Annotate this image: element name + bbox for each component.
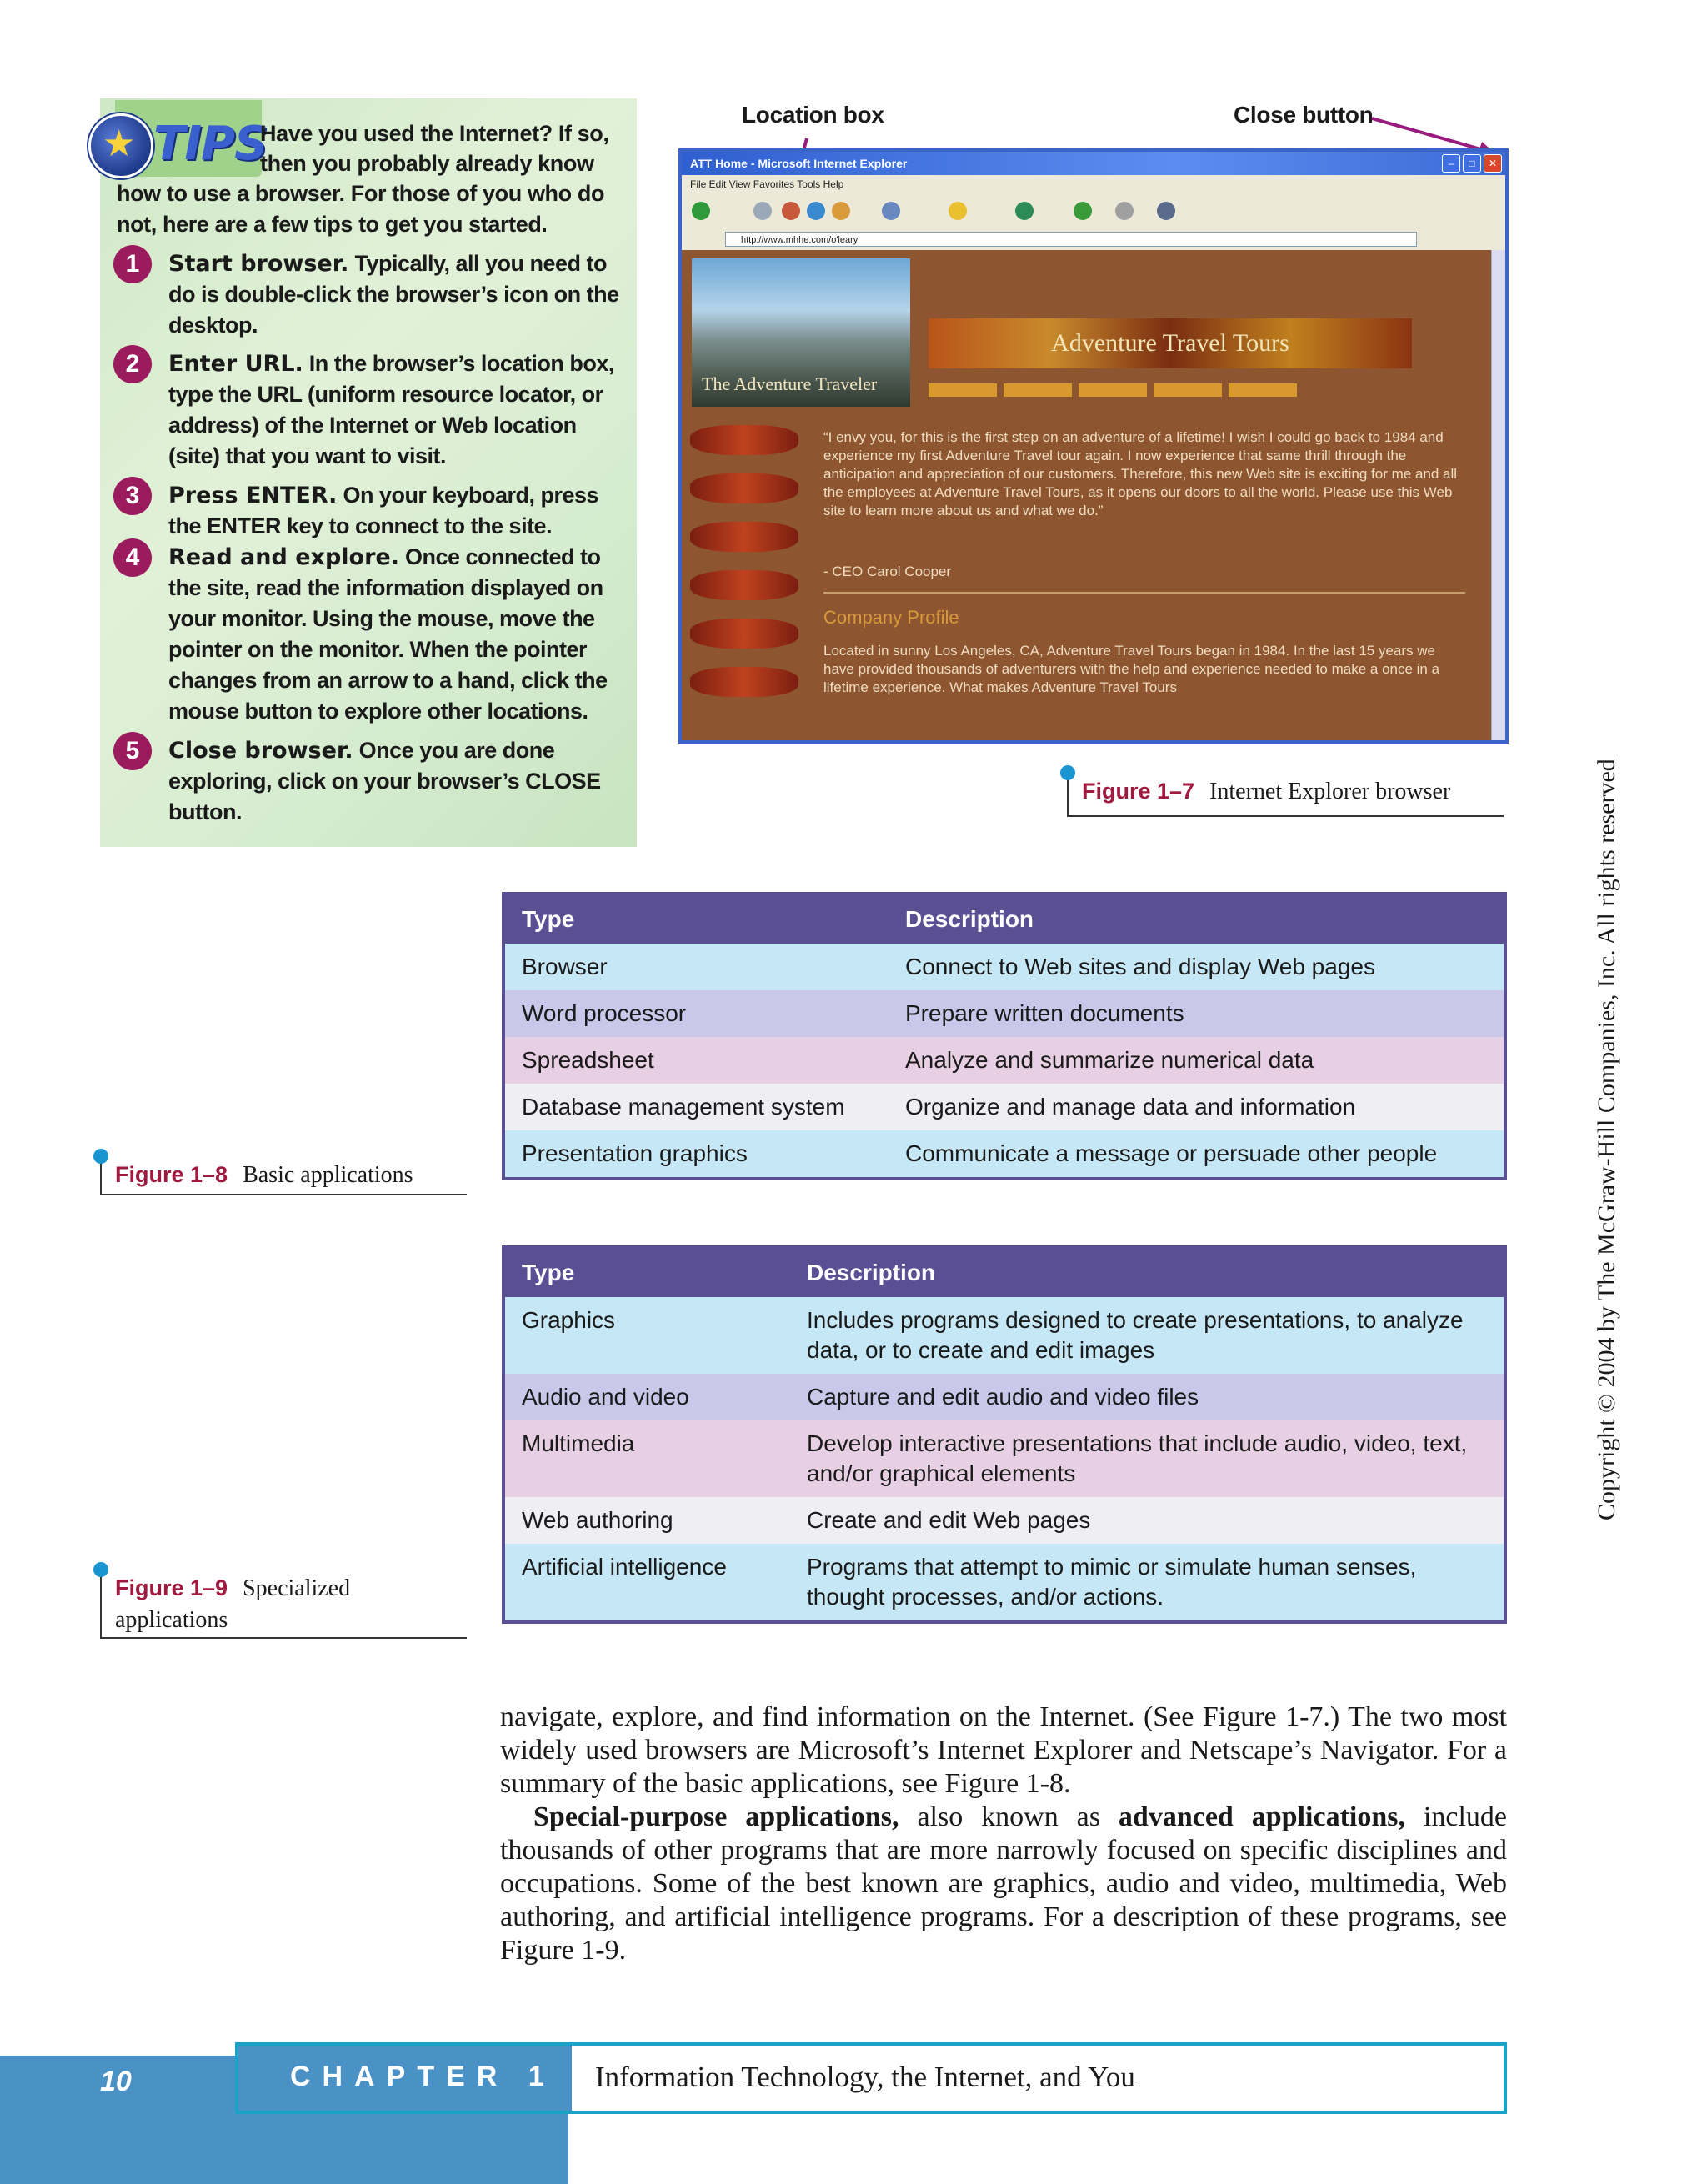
home-icon[interactable] — [832, 202, 850, 220]
tip-number: 2 — [113, 345, 152, 383]
type-cell: Graphics — [505, 1297, 790, 1374]
description-cell: Programs that attempt to mimic or simulate human senses, thought processes, and/or actions. — [790, 1544, 1504, 1620]
minimize-icon[interactable]: – — [1442, 154, 1460, 173]
site-divider — [823, 592, 1465, 594]
site-nav-button[interactable] — [1229, 383, 1297, 397]
body-paragraph: navigate, explore, and find information on the Internet. (See Figure 1-7.) The two most widely used browsers are Microsoft’s Internet Explorer and Netscape’s Navigator. For a summary of the basic applications, see Figure 1-8. — [500, 1701, 1507, 1799]
table-row — [505, 1544, 1504, 1620]
table-row — [505, 990, 1504, 1037]
type-cell: Browser — [505, 944, 889, 990]
description-cell: Connect to Web sites and display Web pages — [889, 944, 1504, 990]
description-cell: Prepare written documents — [889, 990, 1504, 1037]
site-side-button[interactable] — [690, 425, 798, 455]
figure-caption-text: Internet Explorer browser — [1209, 779, 1451, 804]
print-icon[interactable] — [1157, 202, 1175, 220]
browser-window — [678, 148, 1509, 744]
tip-text: Once you are done exploring, click on your browser’s CLOSE button. — [168, 738, 601, 824]
tips-heading: TIPS — [153, 117, 268, 171]
caption-dot — [93, 1149, 108, 1164]
description-cell: Capture and edit audio and video files — [790, 1374, 1504, 1420]
favorites-icon[interactable] — [949, 202, 967, 220]
tip-text: Typically, all you need to do is double-click the browser’s icon on the desktop. — [168, 251, 619, 338]
caption-dot — [1060, 765, 1075, 780]
site-side-button[interactable] — [690, 522, 798, 552]
tip-number: 4 — [113, 538, 152, 577]
site-profile-heading: Company Profile — [823, 607, 959, 628]
figure-1-9-caption — [100, 1572, 467, 1639]
table-row — [505, 1037, 1504, 1084]
close-icon[interactable]: ✕ — [1484, 154, 1502, 173]
browser-scrollbar[interactable] — [1491, 250, 1505, 740]
site-quote-author: - CEO Carol Cooper — [823, 564, 952, 579]
figure-label: Figure 1–9 — [115, 1575, 228, 1600]
tip-text: On your keyboard, press the ENTER key to connect to the site. — [168, 483, 599, 538]
body-paragraph — [500, 1801, 1507, 1967]
chapter-footer — [235, 2042, 1507, 2114]
web-page-content — [682, 250, 1492, 740]
callout-close-button: Close button — [1234, 102, 1374, 128]
tip-lead: Read and explore. — [168, 544, 399, 570]
table-row — [505, 1297, 1504, 1374]
body-text — [500, 1701, 1507, 1967]
type-cell: Artificial intelligence — [505, 1544, 790, 1620]
table-row — [505, 944, 1504, 990]
body-text-span: also known as — [899, 1801, 1119, 1832]
description-cell: Create and edit Web pages — [790, 1497, 1504, 1544]
site-nav-button[interactable] — [1004, 383, 1072, 397]
type-cell: Audio and video — [505, 1374, 790, 1420]
forward-icon[interactable] — [753, 202, 772, 220]
site-banner: Adventure Travel Tours — [929, 318, 1412, 368]
type-cell: Presentation graphics — [505, 1130, 889, 1177]
tip-text: In the browser’s location box, type the URL (uniform resource locator, or address) of the Internet or Web location (site) that you want to visit. — [168, 351, 614, 468]
page-number: 10 — [100, 2066, 132, 2097]
tip-lead: Enter URL. — [168, 351, 303, 377]
callout-location-box: Location box — [742, 102, 884, 128]
figure-label: Figure 1–7 — [1082, 779, 1195, 804]
tip-lead: Press ENTER. — [168, 483, 338, 508]
back-icon[interactable] — [692, 202, 710, 220]
browser-title-bar: ATT Home - Microsoft Internet Explorer — [682, 152, 1505, 175]
type-cell: Word processor — [505, 990, 889, 1037]
table-row — [505, 1420, 1504, 1497]
caption-dot — [93, 1562, 108, 1577]
bold-term: Special-purpose applications, — [533, 1801, 899, 1832]
basic-applications-table — [502, 892, 1507, 1180]
chapter-label: CHAPTER 1 — [290, 2061, 556, 2092]
tips-intro-continued: how to use a browser. For those of you who do not, here are a few tips to get you started. — [117, 181, 605, 237]
description-cell: Includes programs designed to create presentations, to analyze data, or to create and edit images — [790, 1297, 1504, 1374]
maximize-icon[interactable]: □ — [1463, 154, 1481, 173]
tip-text: Once connected to the site, read the information displayed on your monitor. Using the mouse, move the pointer on the monitor. When the pointer changes from an arrow to a hand, click the mouse button to explore other locations. — [168, 544, 608, 724]
type-cell: Multimedia — [505, 1420, 790, 1497]
specialized-applications-table — [502, 1245, 1507, 1624]
figure-caption-text: Specialized applications — [115, 1575, 351, 1633]
figure-1-7-caption — [1067, 775, 1504, 817]
table-row — [505, 1130, 1504, 1177]
description-cell: Communicate a message or persuade other people — [889, 1130, 1504, 1177]
tip-lead: Close browser. — [168, 738, 353, 764]
site-nav-buttons — [929, 383, 1297, 397]
media-icon[interactable] — [1015, 202, 1034, 220]
site-name: The Adventure Traveler — [702, 373, 878, 394]
site-profile-text: Located in sunny Los Angeles, CA, Adventure Travel Tours began in 1984. In the last 15 years we have provided thousands of adventurers with the help and experience needed to make a once in a lifetime experience. What makes Adventure Travel Tours — [823, 643, 1440, 695]
description-cell: Analyze and summarize numerical data — [889, 1037, 1504, 1084]
column-header-description: Description — [889, 895, 1504, 944]
bold-term: advanced applications, — [1118, 1801, 1405, 1832]
type-cell: Database management system — [505, 1084, 889, 1130]
column-header-type: Type — [505, 895, 889, 944]
type-cell: Web authoring — [505, 1497, 790, 1544]
search-icon[interactable] — [882, 202, 900, 220]
window-controls — [1442, 154, 1502, 173]
description-cell: Organize and manage data and information — [889, 1084, 1504, 1130]
description-cell: Develop interactive presentations that include audio, video, text, and/or graphical elements — [790, 1420, 1504, 1497]
figure-1-8-caption — [100, 1159, 467, 1195]
location-box[interactable]: http://www.mhhe.com/o'leary — [725, 232, 1417, 247]
tip-number: 5 — [113, 732, 152, 770]
site-nav-button[interactable] — [1154, 383, 1222, 397]
mail-icon[interactable] — [1115, 202, 1134, 220]
stop-icon[interactable] — [782, 202, 800, 220]
figure-caption-text: Basic applications — [243, 1162, 413, 1188]
site-side-button[interactable] — [690, 570, 798, 600]
history-icon[interactable] — [1074, 202, 1092, 220]
site-nav-button[interactable] — [1079, 383, 1147, 397]
chapter-title: Information Technology, the Internet, and You — [595, 2061, 1135, 2093]
column-header-type: Type — [505, 1249, 790, 1297]
browser-address-bar — [682, 228, 1505, 251]
table-row — [505, 1497, 1504, 1544]
tip-number: 1 — [113, 245, 152, 283]
browser-toolbar — [682, 193, 1505, 229]
table-row — [505, 1084, 1504, 1130]
copyright-notice: Copyright © 2004 by The McGraw-Hill Companies, Inc. All rights reserved — [1593, 759, 1620, 1520]
figure-label: Figure 1–8 — [115, 1162, 228, 1187]
star-icon: ★ — [88, 113, 153, 178]
tip-lead: Start browser. — [168, 251, 349, 277]
tip-number: 3 — [113, 477, 152, 515]
column-header-description: Description — [790, 1249, 1504, 1297]
refresh-icon[interactable] — [807, 202, 825, 220]
site-quote: “I envy you, for this is the first step on an adventure of a lifetime! I wish I could go back to 1984 and experience my first Adventure Travel tour again. I now experience that same thrill through the anticipation and appreciation of our customers. Therefore, this new Web site is exciting for me and all the employees at Adventure Travel Tours, as it opens our doors to all the world. Please use this Web site to learn more about us and what we do.” — [823, 429, 1458, 518]
site-nav-button[interactable] — [929, 383, 997, 397]
site-side-button[interactable] — [690, 667, 798, 697]
close-arrow — [1372, 118, 1484, 150]
browser-menu-bar[interactable]: File Edit View Favorites Tools Help — [682, 175, 1505, 193]
table-row — [505, 1374, 1504, 1420]
site-side-button[interactable] — [690, 619, 798, 649]
body-text-span: include thousands of other programs that are more narrowly focused on specific disciplines and occupations. Some of the best known are graphics, audio and video, multimedia, Web authoring, and artificial intelligence programs. For a description of these programs, see Figure 1-9. — [500, 1801, 1507, 1966]
type-cell: Spreadsheet — [505, 1037, 889, 1084]
site-side-button[interactable] — [690, 473, 798, 503]
tips-intro: Have you used the Internet? If so, then you probably already know — [260, 121, 609, 176]
